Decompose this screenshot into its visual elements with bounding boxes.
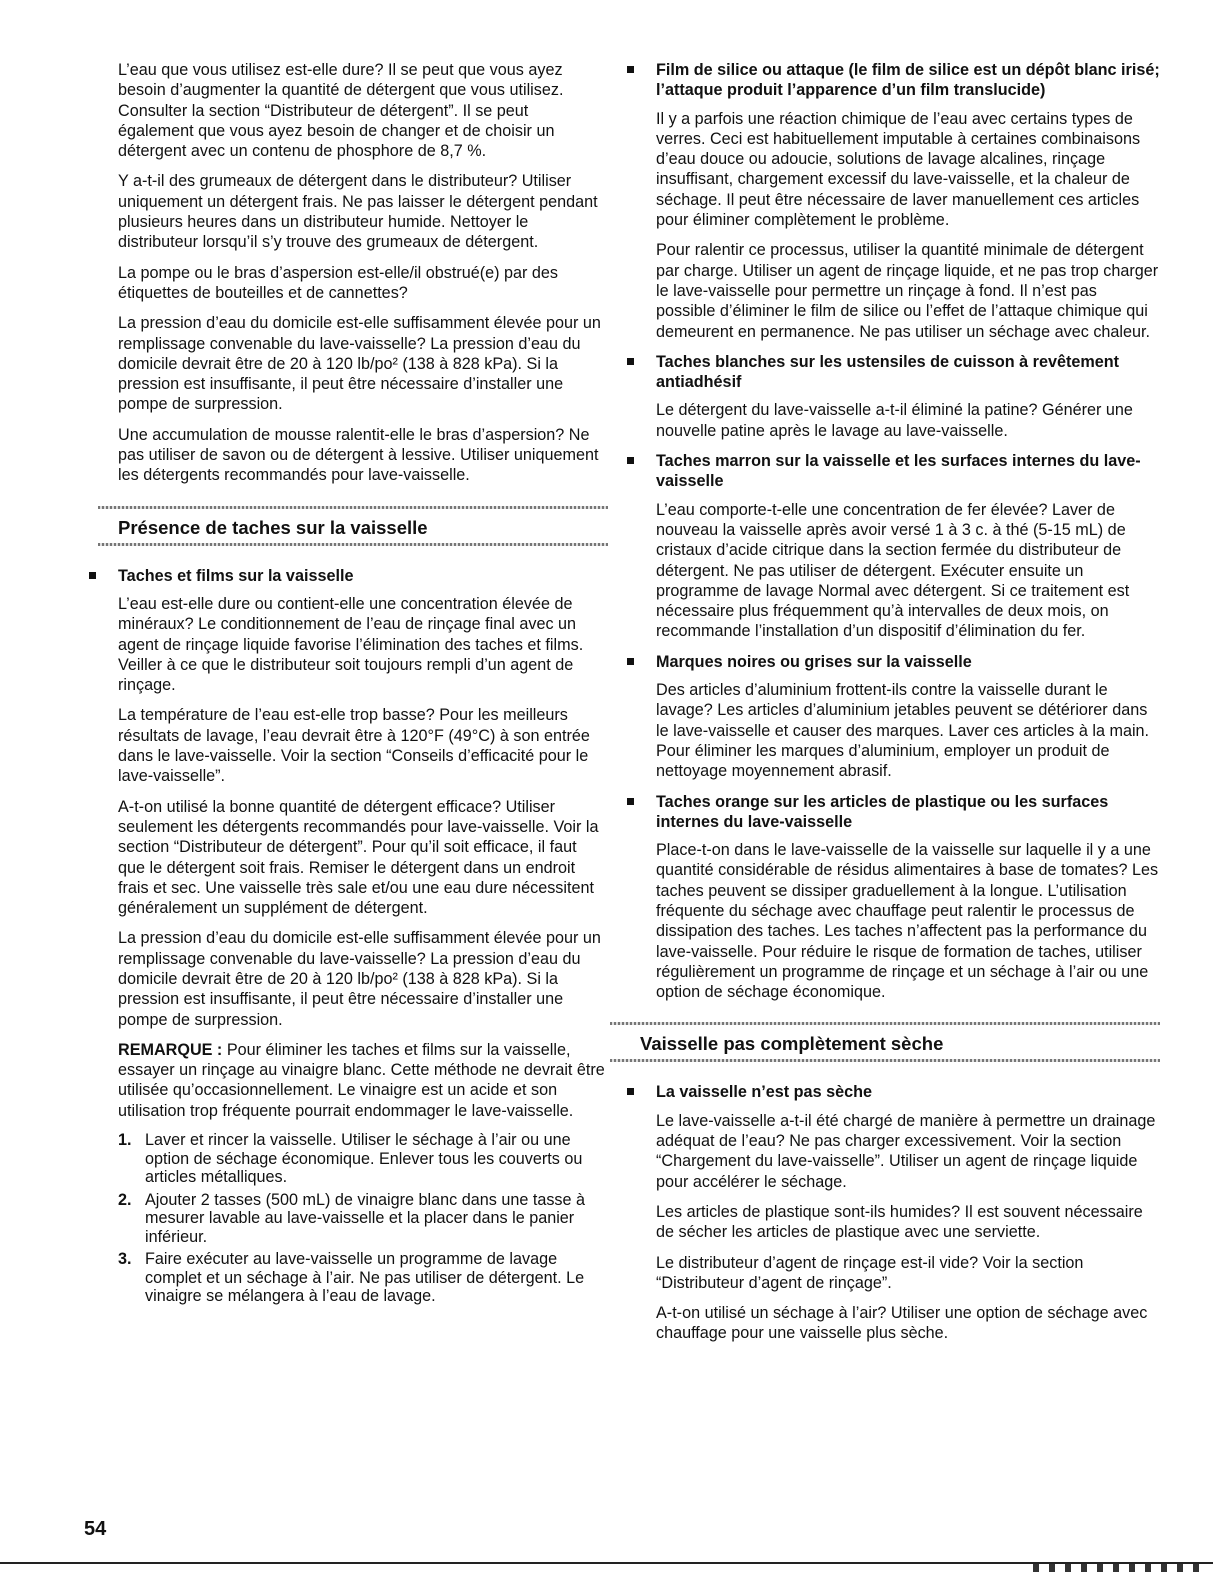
square-bullet-icon [89,572,96,579]
section-heading-not-dry [610,1012,1160,1070]
section-title: Présence de taches sur la vaisselle [118,516,428,538]
right-column [628,60,1160,1354]
step-number: 3. [118,1250,132,1269]
dotted-divider [98,543,608,546]
square-bullet-icon [627,358,634,365]
note-label: REMARQUE : [118,1040,223,1059]
page-number: 54 [84,1518,107,1540]
paragraph: La température de l’eau est-elle trop basse? Pour les meilleurs résultats de lavage, l’eau devrait être à 120°F (49°C) à son entrée dans le lave-vaisselle. Voir la section “Conseils d’efficacité pour le lave-vaisselle”. [118,706,590,786]
paragraph: Les articles de plastique sont-ils humides? Il est souvent nécessaire de sécher les articles de plastique avec une serviette. [656,1202,1143,1242]
dotted-divider [98,506,608,509]
square-bullet-icon [627,1088,634,1095]
note-paragraph [118,1040,608,1121]
paragraph: Le détergent du lave-vaisselle a-t-il éliminé la patine? Générer une nouvelle patine après le lavage au lave-vaisselle. [656,401,1133,440]
paragraph: Une accumulation de mousse ralentit-elle le bras d’aspersion? Ne pas utiliser de savon ou de détergent à lessive. Utiliser uniquement les détergents recommandés pour lave-vaisselle. [118,425,599,485]
steps-list [118,1131,608,1306]
paragraph: Pour ralentir ce processus, utiliser la quantité minimale de détergent par charge. Utiliser un agent de rinçage liquide, et ne pas trop charger le lave-vaisselle pour permettre un rinçage à fond. Il n’est pas possible d’éliminer le film de silice ou l’effet de l’attaque chimique qui demeurent en permanence. Ne pas utiliser un séchage avec chaleur. [656,241,1159,341]
step-text: Laver et rincer la vaisselle. Utiliser le séchage à l’air ou une option de séchage économique. Enlever tous les couverts ou articles métalliques. [145,1131,583,1187]
paragraph: Le distributeur d’agent de rinçage est-il vide? Voir la section “Distributeur d’agent de rinçage”. [656,1253,1084,1292]
paragraph: Des articles d’aluminium frottent-ils contre la vaisselle durant le lavage? Les articles d’aluminium jetables peuvent se détériorer dans le lave-vaisselle et causer des marques. Laver ces articles à la main. Pour éliminer les marques d’aluminium, employer un produit de nettoyage moyennement abrasif. [656,681,1150,781]
troubleshooting-item [610,792,1160,1003]
footer-rule [0,1562,1213,1564]
step-item [118,1191,608,1247]
paragraph: La pompe ou le bras d’aspersion est-elle/il obstrué(e) par des étiquettes de bouteilles et de cannettes? [118,263,559,302]
item-heading: Film de silice ou attaque (le film de silice est un dépôt blanc irisé; l’attaque produit l’apparence d’un film translucide) [656,61,1160,100]
square-bullet-icon [627,66,634,73]
item-heading: Taches blanches sur les ustensiles de cuisson à revêtement antiadhésif [656,352,1120,392]
item-heading: Marques noires ou grises sur la vaisselle [656,652,972,671]
paragraph: Place-t-on dans le lave-vaisselle de la vaisselle sur laquelle il y a une quantité considérable de résidus alimentaires à base de tomates? Les taches peuvent se dissiper graduellement à la longue. L’utilisation fréquente du séchage avec chauffage peut ralentir le processus de dissipation des taches. Les taches n’affectent pas la performance du lave-vaisselle. Pour réduire le risque de formation de taches, utiliser régulièrement un programme de rinçage et un séchage à l’air ou une option de séchage économique. [656,841,1159,1002]
square-bullet-icon [627,798,634,805]
square-bullet-icon [627,457,634,464]
step-text: Ajouter 2 tasses (500 mL) de vinaigre blanc dans une tasse à mesurer lavable au lave-vaisselle et la placer dans le panier inférieur. [145,1190,586,1246]
troubleshooting-item [88,566,608,1306]
paragraph: A-t-on utilisé un séchage à l’air? Utiliser une option de séchage avec chauffage pour une vaisselle plus sèche. [656,1304,1148,1343]
troubleshooting-item [610,1082,1160,1343]
paragraph: Y a-t-il des grumeaux de détergent dans le distributeur? Utiliser uniquement un détergent frais. Ne pas laisser le détergent pendant plusieurs heures dans un distributeur humide. Nettoyer le distributeur lorsqu’il s’y trouve des grumeaux de détergent. [118,172,598,252]
paragraph: L’eau comporte-t-elle une concentration de fer élevée? Laver de nouveau la vaisselle après avoir versé 1 à 3 c. à thé (5-15 mL) de cristaux d’acide citrique dans la section fermée du distributeur de détergent. Ne pas utiliser de détergent. Exécuter ensuite un programme de lavage Normal avec détergent. Si ce traitement est nécessaire plus fréquemment qu’à intervalles de deux mois, on recommande l’installation d’un dispositif d’élimination du fer. [656,500,1130,641]
paragraph: L’eau que vous utilisez est-elle dure? Il se peut que vous ayez besoin d’augmenter la quantité de détergent que vous utilisez. Consulter la section “Distributeur de détergent”. Il se peut également que vous ayez besoin de changer et de choisir un détergent avec un contenu de phosphore de 8,7 %. [118,61,564,161]
dotted-divider [610,1059,1160,1062]
item-heading: Taches orange sur les articles de plastique ou les surfaces internes du lave-vaisselle [656,792,1109,831]
item-heading: Taches et films sur la vaisselle [118,566,354,585]
dotted-divider [610,1022,1160,1025]
section-heading-spots [98,496,608,554]
step-text: Faire exécuter au lave-vaisselle un programme de lavage complet et un séchage à l’air. Ne pas utiliser de détergent. Le vinaigre se mélangera à l’eau de lavage. [145,1250,585,1306]
footer-crop-mark [1033,1564,1203,1572]
troubleshooting-item [610,352,1160,441]
step-number: 2. [118,1190,132,1209]
paragraph: Il y a parfois une réaction chimique de l’eau avec certains types de verres. Ceci est habituellement imputable à certaines combinaisons d’eau douce ou adoucie, solutions de lavage alcalines, rinçage insuffisant, chargement excessif du lave-vaisselle, et la chaleur de séchage. Il peut être nécessaire de laver manuellement ces articles pour éliminer complètement le problème. [656,109,1141,230]
left-column [118,60,608,1310]
square-bullet-icon [627,658,634,665]
note-text: Pour éliminer les taches et films sur la vaisselle, essayer un rinçage au vinaigre blanc. Cette méthode ne devrait être utilisée qu’occasionnellement. Le vinaigre est un acide et son utilisation trop fréquente pourrait endommager le lave-vaisselle. [118,1040,605,1120]
paragraph: La pression d’eau du domicile est-elle suffisamment élevée pour un remplissage convenable du lave-vaisselle? La pression d’eau du domicile devrait être de 20 à 120 lb/po² (138 à 828 kPa). Si la pression est insuffisante, il peut être nécessaire d’installer une pompe de surpression. [118,314,601,414]
paragraph: La pression d’eau du domicile est-elle suffisamment élevée pour un remplissage convenable du lave-vaisselle? La pression d’eau du domicile devrait être de 20 à 120 lb/po² (138 à 828 kPa). Si la pression est insuffisante, il peut être nécessaire d’installer une pompe de surpression. [118,929,601,1029]
section-title: Vaisselle pas complètement sèche [640,1033,944,1055]
troubleshooting-item [610,451,1160,642]
troubleshooting-item [610,652,1160,782]
paragraph: Le lave-vaisselle a-t-il été chargé de manière à permettre un drainage adéquat de l’eau? Ne pas charger excessivement. Voir la section “Chargement du lave-vaisselle”. Utiliser un agent de rinçage liquide pour accélérer le séchage. [656,1111,1156,1191]
item-heading: La vaisselle n’est pas sèche [656,1083,872,1102]
step-item [118,1131,608,1187]
paragraph: L’eau est-elle dure ou contient-elle une concentration élevée de minéraux? Le conditionnement de l’eau de rinçage final avec un agent de rinçage liquide favorise l’élimination des taches et films. Veiller à ce que le distributeur soit toujours rempli d’un agent de rinçage. [118,594,584,695]
step-number: 1. [118,1131,132,1150]
paragraph: A-t-on utilisé la bonne quantité de détergent efficace? Utiliser seulement les détergents recommandés pour lave-vaisselle. Voir la section “Distributeur de détergent”. Pour qu’il soit efficace, il faut que le détergent soit frais. Remiser le détergent dans un endroit frais et sec. Une vaisselle très sale et/ou une eau dure nécessitent généralement un supplément de détergent. [118,797,599,918]
troubleshooting-item [610,60,1160,342]
step-item [118,1250,608,1306]
item-heading: Taches marron sur la vaisselle et les surfaces internes du lave-vaisselle [656,452,1141,491]
